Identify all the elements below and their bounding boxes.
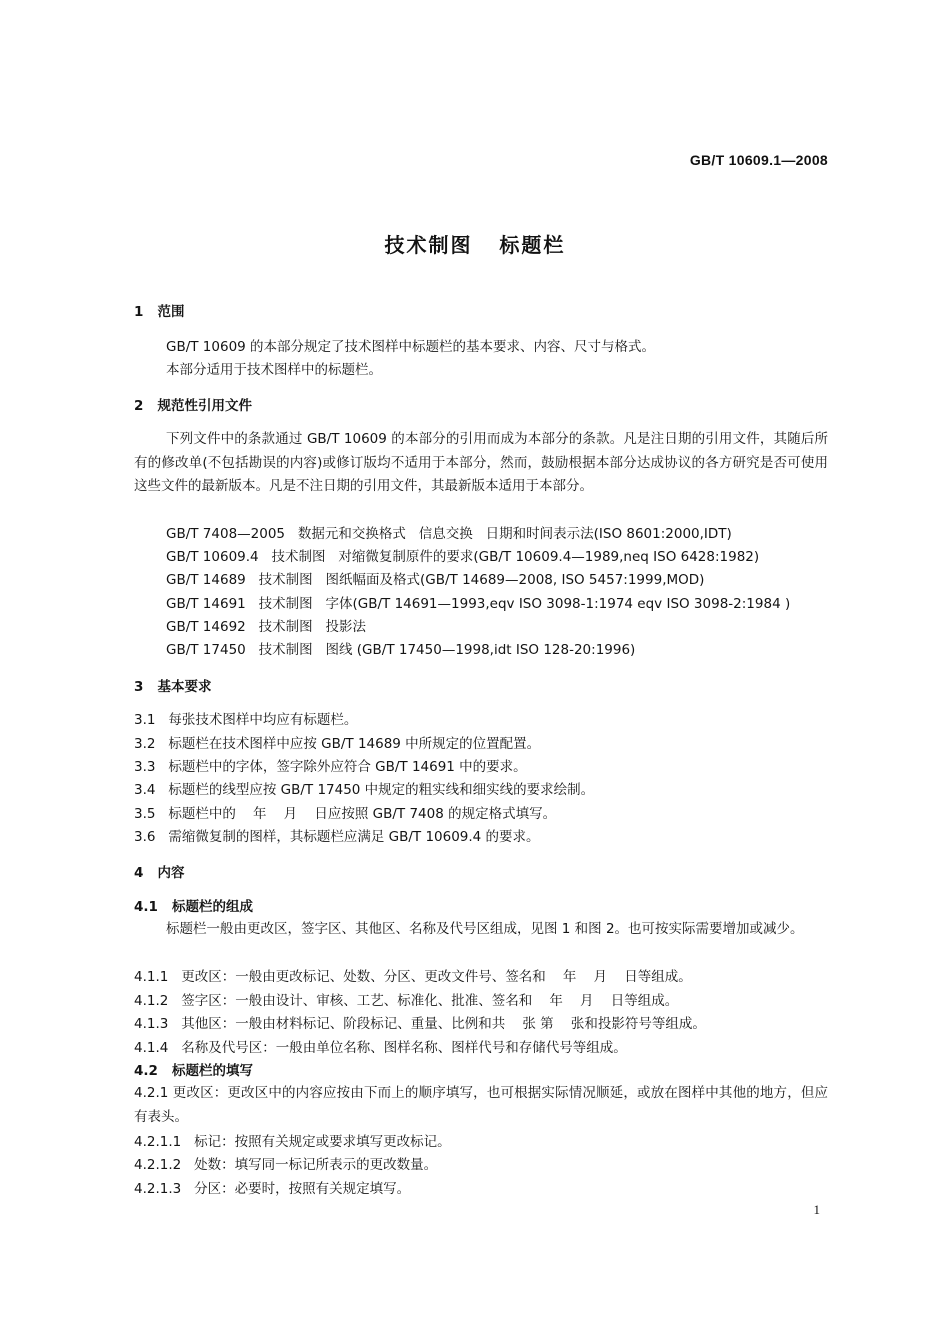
- section-1-paragraph-1: GB/T 10609 的本部分规定了技术图样中标题栏的基本要求、内容、尺寸与格式。: [166, 339, 656, 355]
- requirement-item: 3.6 需缩微复制的图样，其标题栏应满足 GB/T 10609.4 的要求。: [134, 829, 540, 845]
- reference-item: GB/T 7408—2005 数据元和交换格式 信息交换 日期和时间表示法(ISO 8601:2000,IDT): [166, 526, 732, 542]
- requirement-item: 3.2 标题栏在技术图样中应按 GB/T 14689 中所规定的位置配置。: [134, 736, 541, 752]
- content-item: 4.1.4 名称及代号区：一般由单位名称、图样名称、图样代号和存储代号等组成。: [134, 1040, 627, 1056]
- reference-item: GB/T 14689 技术制图 图纸幅面及格式(GB/T 14689—2008, ISO 5457:1999,MOD): [166, 572, 705, 588]
- section-3-heading: 3 基本要求: [134, 679, 212, 695]
- page-title: 技术制图 标题栏: [384, 233, 566, 257]
- content-item: 4.1.2 签字区：一般由设计、审核、工艺、标准化、批准、签名和 年 月 日等组成。: [134, 993, 679, 1009]
- requirement-item: 3.5 标题栏中的 年 月 日应按照 GB/T 7408 的规定格式填写。: [134, 806, 557, 822]
- reference-item: GB/T 14692 技术制图 投影法: [166, 619, 367, 635]
- document-code: GB/T 10609.1—2008: [689, 152, 828, 168]
- section-4-1-heading: 4.1 标题栏的组成: [134, 899, 254, 915]
- section-4-2-1-paragraph: 4.2.1 更改区：更改区中的内容应按由下而上的顺序填写，也可根据实际情况顺延，或放在图样中其他的地方，但应有表头。: [134, 1085, 828, 1125]
- page-number: 1: [813, 1202, 820, 1217]
- content-item: 4.2.1.1 标记：按照有关规定或要求填写更改标记。: [134, 1134, 451, 1150]
- section-2-intro: 下列文件中的条款通过 GB/T 10609 的本部分的引用而成为本部分的条款。凡是注日期的引用文件，其随后所有的修改单(不包括勘误的内容)或修订版均不适用于本部分，然而，鼓励根据本部分达成协议的各方研究是否可使用这些文件的最新版本。凡是不注日期的引用文件，其最新版本适用于本部分。: [134, 431, 828, 494]
- section-2-heading: 2 规范性引用文件: [134, 398, 252, 414]
- content-item: 4.2.1.3 分区：必要时，按照有关规定填写。: [134, 1181, 411, 1197]
- section-4-heading: 4 内容: [134, 865, 185, 881]
- requirement-item: 3.1 每张技术图样中均应有标题栏。: [134, 712, 358, 728]
- section-4-1-paragraph: 标题栏一般由更改区，签字区、其他区、名称及代号区组成，见图 1 和图 2。也可按实际需要增加或减少。: [166, 921, 804, 937]
- section-1-paragraph-2: 本部分适用于技术图样中的标题栏。: [166, 362, 382, 378]
- section-4-2-heading: 4.2 标题栏的填写: [134, 1063, 254, 1079]
- content-item: 4.1.1 更改区：一般由更改标记、处数、分区、更改文件号、签名和 年 月 日等组成。: [134, 969, 692, 985]
- reference-item: GB/T 17450 技术制图 图线 (GB/T 17450—1998,idt ISO 128-20:1996): [166, 642, 636, 658]
- content-item: 4.1.3 其他区：一般由材料标记、阶段标记、重量、比例和共 张 第 张和投影符号等组成。: [134, 1016, 706, 1032]
- section-1-heading: 1 范围: [134, 304, 185, 320]
- content-item: 4.2.1.2 处数：填写同一标记所表示的更改数量。: [134, 1157, 438, 1173]
- requirement-item: 3.3 标题栏中的字体，签字除外应符合 GB/T 14691 中的要求。: [134, 759, 527, 775]
- reference-item: GB/T 10609.4 技术制图 对缩微复制原件的要求(GB/T 10609.4—1989,neq ISO 6428:1982): [166, 549, 760, 565]
- reference-item: GB/T 14691 技术制图 字体(GB/T 14691—1993,eqv ISO 3098-1:1974 eqv ISO 3098-2:1984 ): [166, 596, 791, 612]
- requirement-item: 3.4 标题栏的线型应按 GB/T 17450 中规定的粗实线和细实线的要求绘制。: [134, 782, 595, 798]
